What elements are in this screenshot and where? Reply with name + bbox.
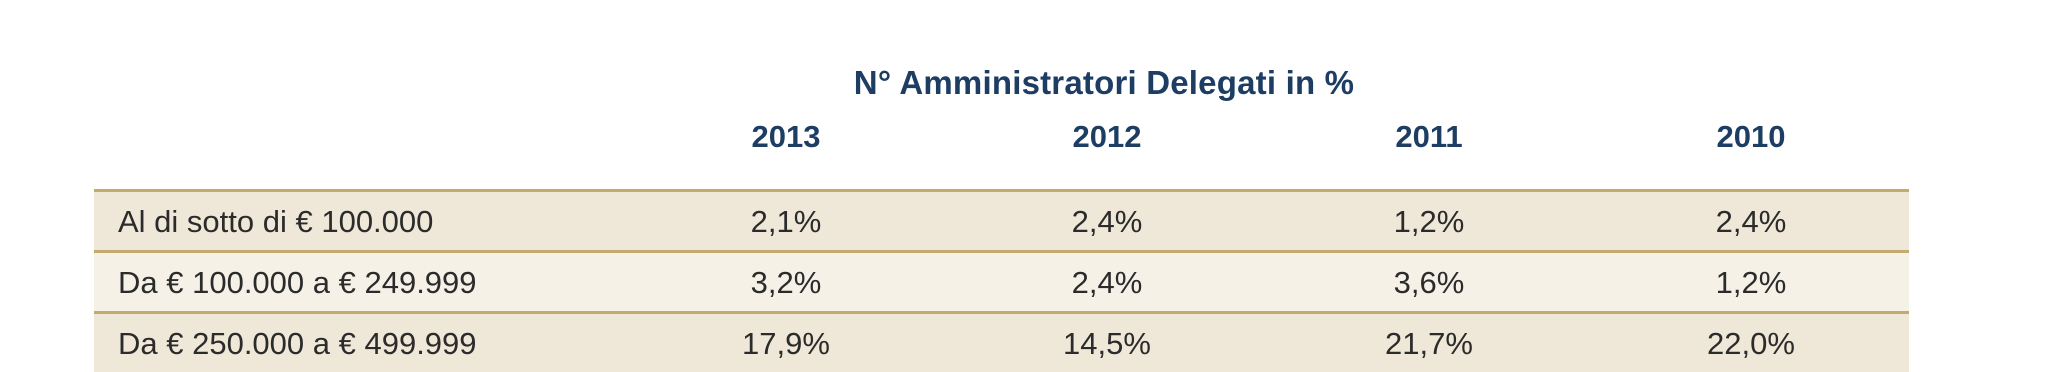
table-cell: 2,4%	[1715, 204, 1787, 239]
table-row	[94, 250, 1909, 311]
table-cell: 3,2%	[750, 265, 822, 300]
table-row	[94, 311, 1909, 372]
table-cell: 1,2%	[1393, 204, 1465, 239]
table-cell: 21,7%	[1385, 326, 1473, 361]
row-label: Da € 250.000 a € 499.999	[118, 326, 477, 361]
year-header-2010: 2010	[1716, 119, 1786, 154]
table-group-title: N° Amministratori Delegati in %	[853, 64, 1355, 101]
table-cell: 22,0%	[1707, 326, 1795, 361]
table-cell: 2,4%	[1071, 265, 1143, 300]
row-label: Al di sotto di € 100.000	[118, 204, 434, 239]
table-cell: 3,6%	[1393, 265, 1465, 300]
year-header-2013: 2013	[751, 119, 821, 154]
year-header-row	[94, 119, 1909, 165]
table-body	[94, 189, 1909, 372]
table-cell: 2,1%	[750, 204, 822, 239]
table-cell: 2,4%	[1071, 204, 1143, 239]
table-cell: 14,5%	[1063, 326, 1151, 361]
row-label: Da € 100.000 a € 249.999	[118, 265, 477, 300]
table-cell: 17,9%	[742, 326, 830, 361]
table-cell: 1,2%	[1715, 265, 1787, 300]
year-header-2011: 2011	[1395, 119, 1463, 154]
table-row	[94, 189, 1909, 250]
year-header-2012: 2012	[1072, 119, 1142, 154]
